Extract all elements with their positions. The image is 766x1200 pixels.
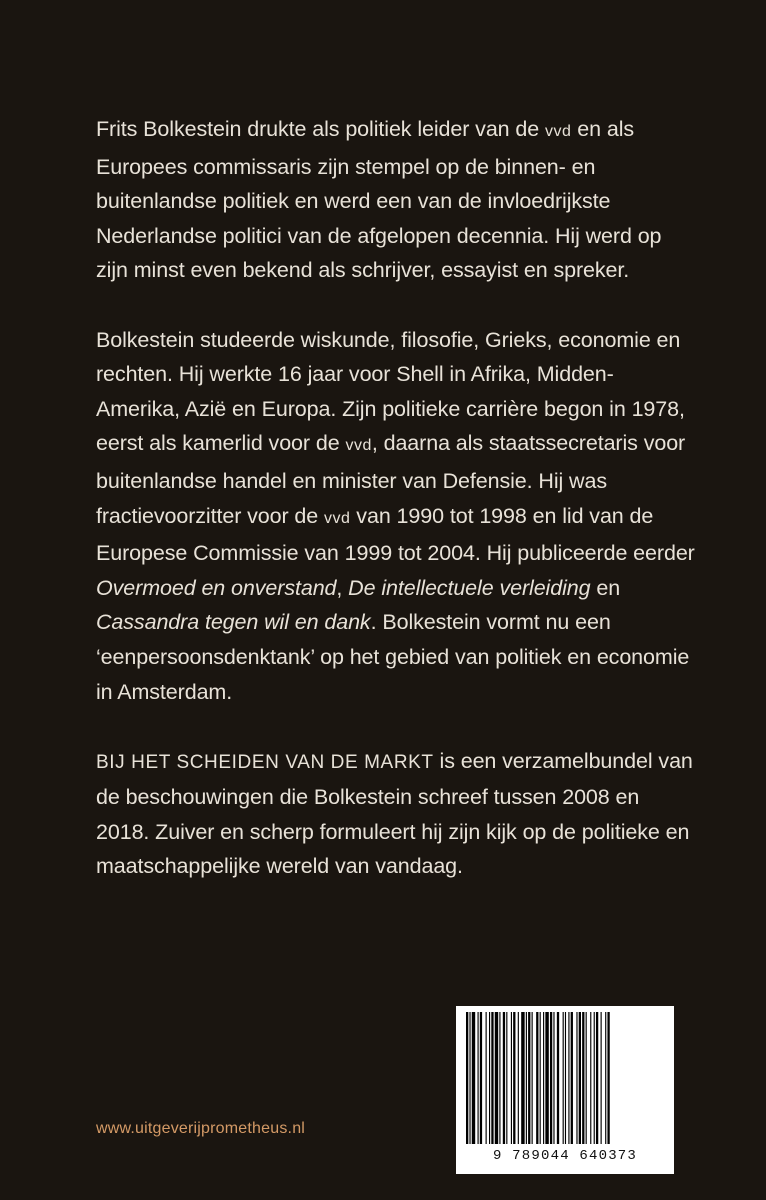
paragraph-text: Frits Bolkestein drukte als politiek leider van de: [96, 117, 546, 141]
paragraph-text: Bolkestein studeerde wiskunde, filosofie, Grieks, economie en rechten. Hij werkte 16 jaar voor Shell in Afrika, Midden-Amerika, Azië en Europa. Zijn politieke carrière begon in 1978, eerst als kamerlid voor de: [96, 327, 685, 456]
book-title: Overmoed en onverstand: [96, 575, 337, 600]
barcode-bars: [466, 1012, 664, 1144]
publisher-website[interactable]: www.uitgeverijprometheus.nl: [96, 1120, 306, 1137]
party-abbreviation: vvd: [345, 437, 372, 455]
book-title: De intellectuele verleiding: [348, 575, 591, 600]
paragraph-biography: [96, 323, 696, 710]
party-abbreviation: vvd: [545, 123, 572, 140]
isbn-barcode: [456, 1006, 674, 1174]
book-title-caps: BIJ HET SCHEIDEN VAN DE MARKT: [96, 751, 434, 773]
isbn-number: 9 789044 640373: [492, 1148, 638, 1164]
paragraph-intro: [96, 112, 696, 288]
party-abbreviation: vvd: [324, 509, 351, 527]
paragraph-text: , daarna als staatssecretaris voor buitenlandse handel en minister van Defensie. Hij was fractievoorzitter voor de: [96, 431, 686, 528]
blurb-text: [96, 112, 696, 919]
book-title: Cassandra tegen wil en dank: [96, 610, 371, 635]
paragraph-text: van 1990 tot 1998 en lid van de Europese Commissie van 1999 tot 2004. Hij publiceerde eerder: [96, 503, 695, 566]
paragraph-text: en als Europees commissaris zijn stempel op de binnen- en buitenlandse politiek en werd een van de invloedrijkste Nederlandse politici van de afgelopen decennia. Hij werd op zijn minst even bekend als schrijver, essayist en spreker.: [96, 117, 662, 283]
paragraph-text: ,: [336, 575, 349, 600]
paragraph-text: en: [590, 575, 621, 600]
paragraph-book-description: [96, 744, 696, 884]
paragraph-text: . Bolkestein vormt nu een ‘eenpersoonsdenktank’ op het gebied van politiek en economie in Amsterdam.: [96, 610, 690, 704]
paragraph-text: is een verzamelbundel van de beschouwingen die Bolkestein schreef tussen 2008 en 2018. Zuiver en scherp formuleert hij zijn kijk op de politieke en maatschappelijke wereld van vandaag.: [96, 748, 693, 879]
